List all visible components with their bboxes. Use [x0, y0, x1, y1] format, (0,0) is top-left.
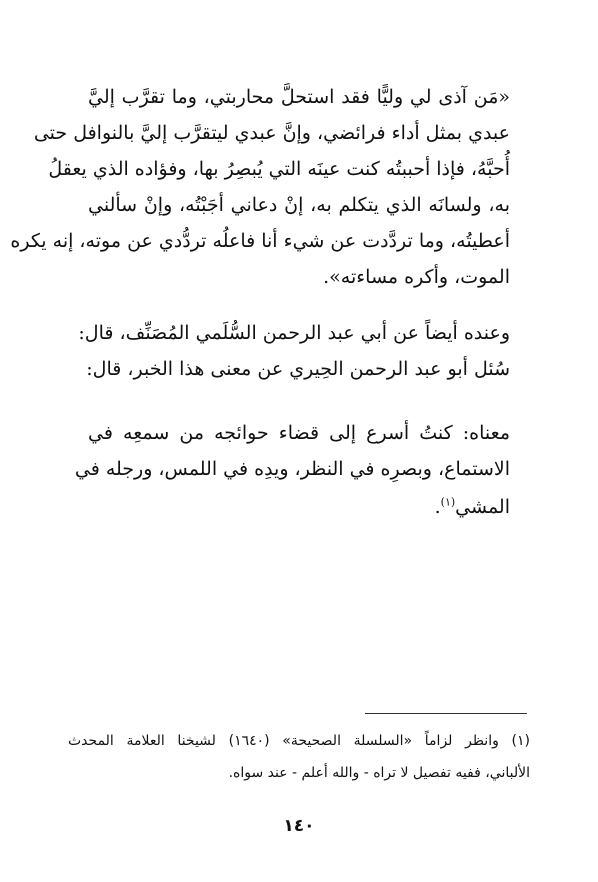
hadith-line-2: عبدي بمثل أداء فرائضي، وإنَّ عبدي ليتقرَّب إليَّ بالنوافل حتى: [33, 122, 510, 144]
footnote-line-1: (١) وانظر لزاماً «السلسلة الصحيحة» (١٦٤٠) لشيخنا العلامة المحدث: [68, 733, 530, 749]
hadith-line-4: به، ولسانَه الذي يتكلم به، إنْ دعاني أجَبْتُه، وإنْ سألني: [88, 194, 510, 216]
meaning-line-3: [88, 492, 510, 522]
meaning-end-punctuation: .: [434, 496, 441, 518]
narration-line-2: سُئل أبو عبد الرحمن الحِيري عن معنى هذا الخبر، قال:: [86, 358, 510, 380]
meaning-last-word: المشي: [455, 496, 510, 518]
footnote-line-2: الألباني، ففيه تفصيل لا تراه - والله أعلم - عند سواه.: [228, 765, 530, 781]
meaning-line-2: الاستماع، وبصرِه في النظر، ويدِه في اللمس، ورجله في: [74, 458, 510, 480]
page-number: ١٤٠: [283, 816, 315, 836]
hadith-line-1: «مَن آذى لي وليًّا فقد استحلَّ محاربتي، وما تقرَّب إليَّ: [88, 86, 510, 108]
footnote-reference: (١): [440, 495, 456, 509]
meaning-line-1: معناه: كنتُ أسرع إلى قضاء حوائجه من سمعِه في: [88, 422, 510, 444]
hadith-line-5: أعطيتُه، وما تردَّدت عن شيء أنا فاعلُه تردُّدي عن موته، إنه يكره: [10, 230, 510, 252]
hadith-line-3: أُحبَّهُ، فإذا أحببتُه كنت عينَه التي يُبصِرُ بها، وفؤاده الذي يعقلُ: [48, 158, 510, 180]
footnote-separator: [365, 713, 527, 714]
hadith-line-6: الموت، وأكره مساءته».: [323, 266, 510, 288]
narration-line-1: وعنده أيضاً عن أبي عبد الرحمن السُّلَمي المُصَنِّف، قال:: [78, 322, 510, 344]
